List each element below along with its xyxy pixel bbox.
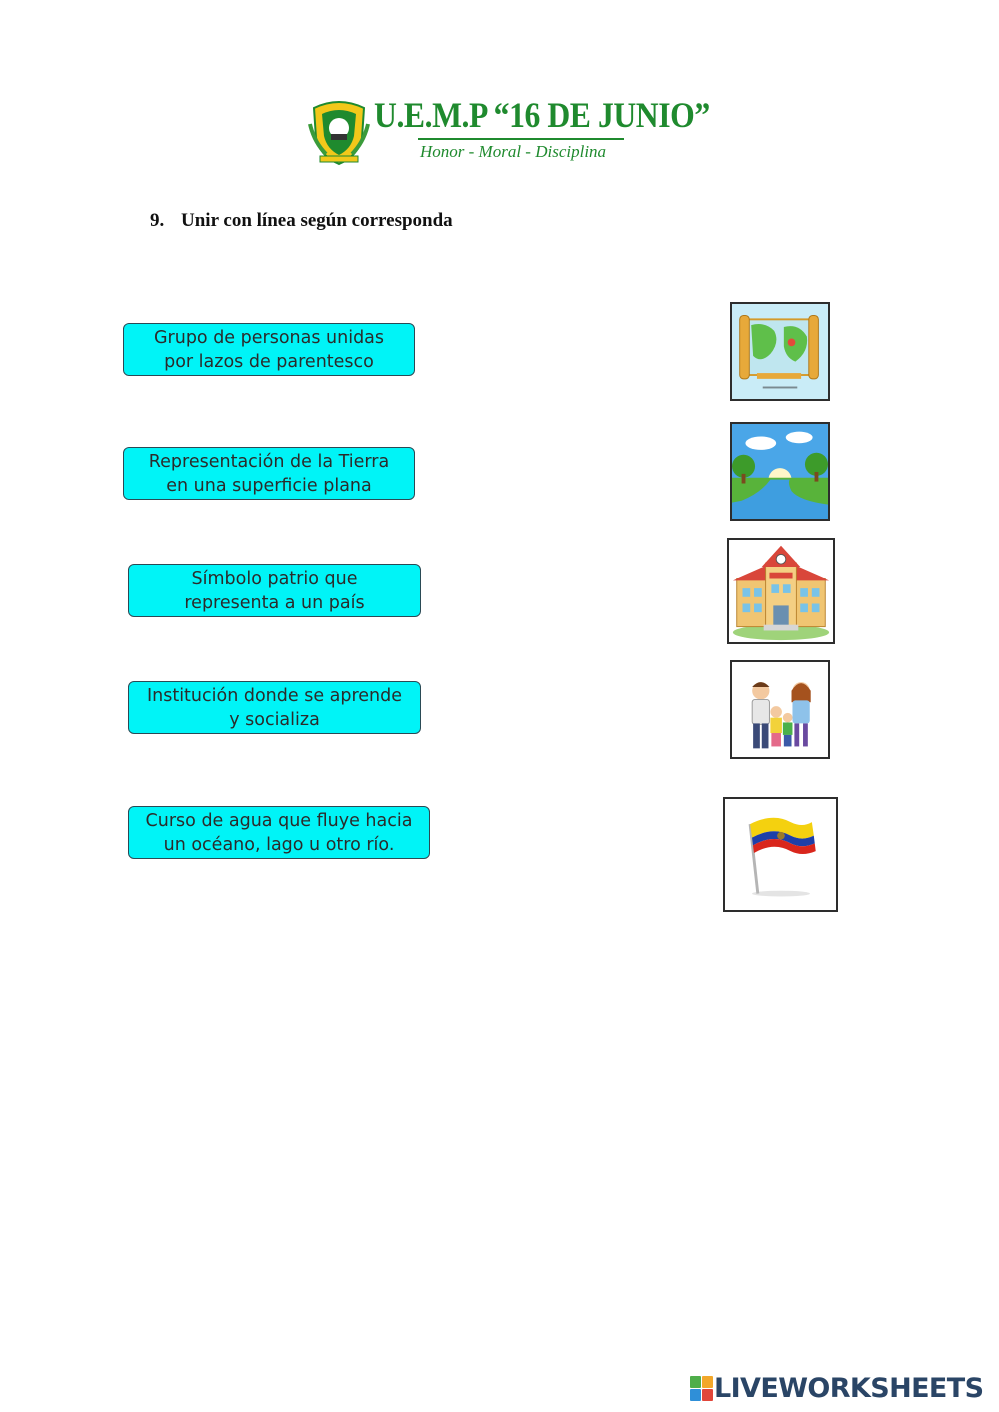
liveworksheets-wordmark: LIVEWORKSHEETS — [714, 1372, 984, 1404]
map-scroll-icon — [732, 304, 828, 399]
river-landscape-icon — [732, 424, 828, 519]
liveworksheets-brand — [690, 1372, 983, 1404]
school-building-icon — [729, 540, 833, 642]
definition-box-2[interactable] — [123, 447, 415, 500]
picture-flag[interactable] — [723, 797, 838, 912]
header-divider — [418, 138, 624, 140]
picture-family[interactable] — [730, 660, 830, 759]
exercise-instruction — [150, 210, 453, 232]
school-motto: Honor - Moral - Disciplina — [420, 142, 607, 161]
school-crest-logo — [308, 94, 370, 166]
school-name: U.E.M.P “16 DE JUNIO” — [374, 95, 710, 135]
picture-school[interactable] — [727, 538, 835, 644]
liveworksheets-logo-icon — [690, 1376, 712, 1400]
definition-line: Representación de la Tierra — [148, 451, 390, 472]
definition-line: Símbolo patrio que — [191, 568, 358, 589]
family-icon — [732, 662, 828, 757]
definition-box-5[interactable] — [128, 806, 430, 859]
definition-line: por lazos de parentesco — [164, 351, 374, 372]
picture-map[interactable] — [730, 302, 830, 401]
picture-river[interactable] — [730, 422, 830, 521]
instruction-text: Unir con línea según corresponda — [181, 210, 453, 231]
definition-box-4[interactable] — [128, 681, 421, 734]
ecuador-flag-icon — [725, 799, 836, 910]
definition-line: en una superficie plana — [166, 475, 372, 496]
definition-box-1[interactable] — [123, 323, 415, 376]
definition-box-3[interactable] — [128, 564, 421, 617]
definition-line: Grupo de personas unidas — [153, 327, 385, 348]
exercise-number: 9. — [150, 210, 165, 231]
definition-line: un océano, lago u otro río. — [163, 834, 395, 855]
definition-line: Curso de agua que fluye hacia — [145, 810, 413, 831]
definition-line: representa a un país — [184, 592, 365, 613]
definition-line: Institución donde se aprende — [146, 685, 403, 706]
definition-line: y socializa — [229, 709, 320, 730]
